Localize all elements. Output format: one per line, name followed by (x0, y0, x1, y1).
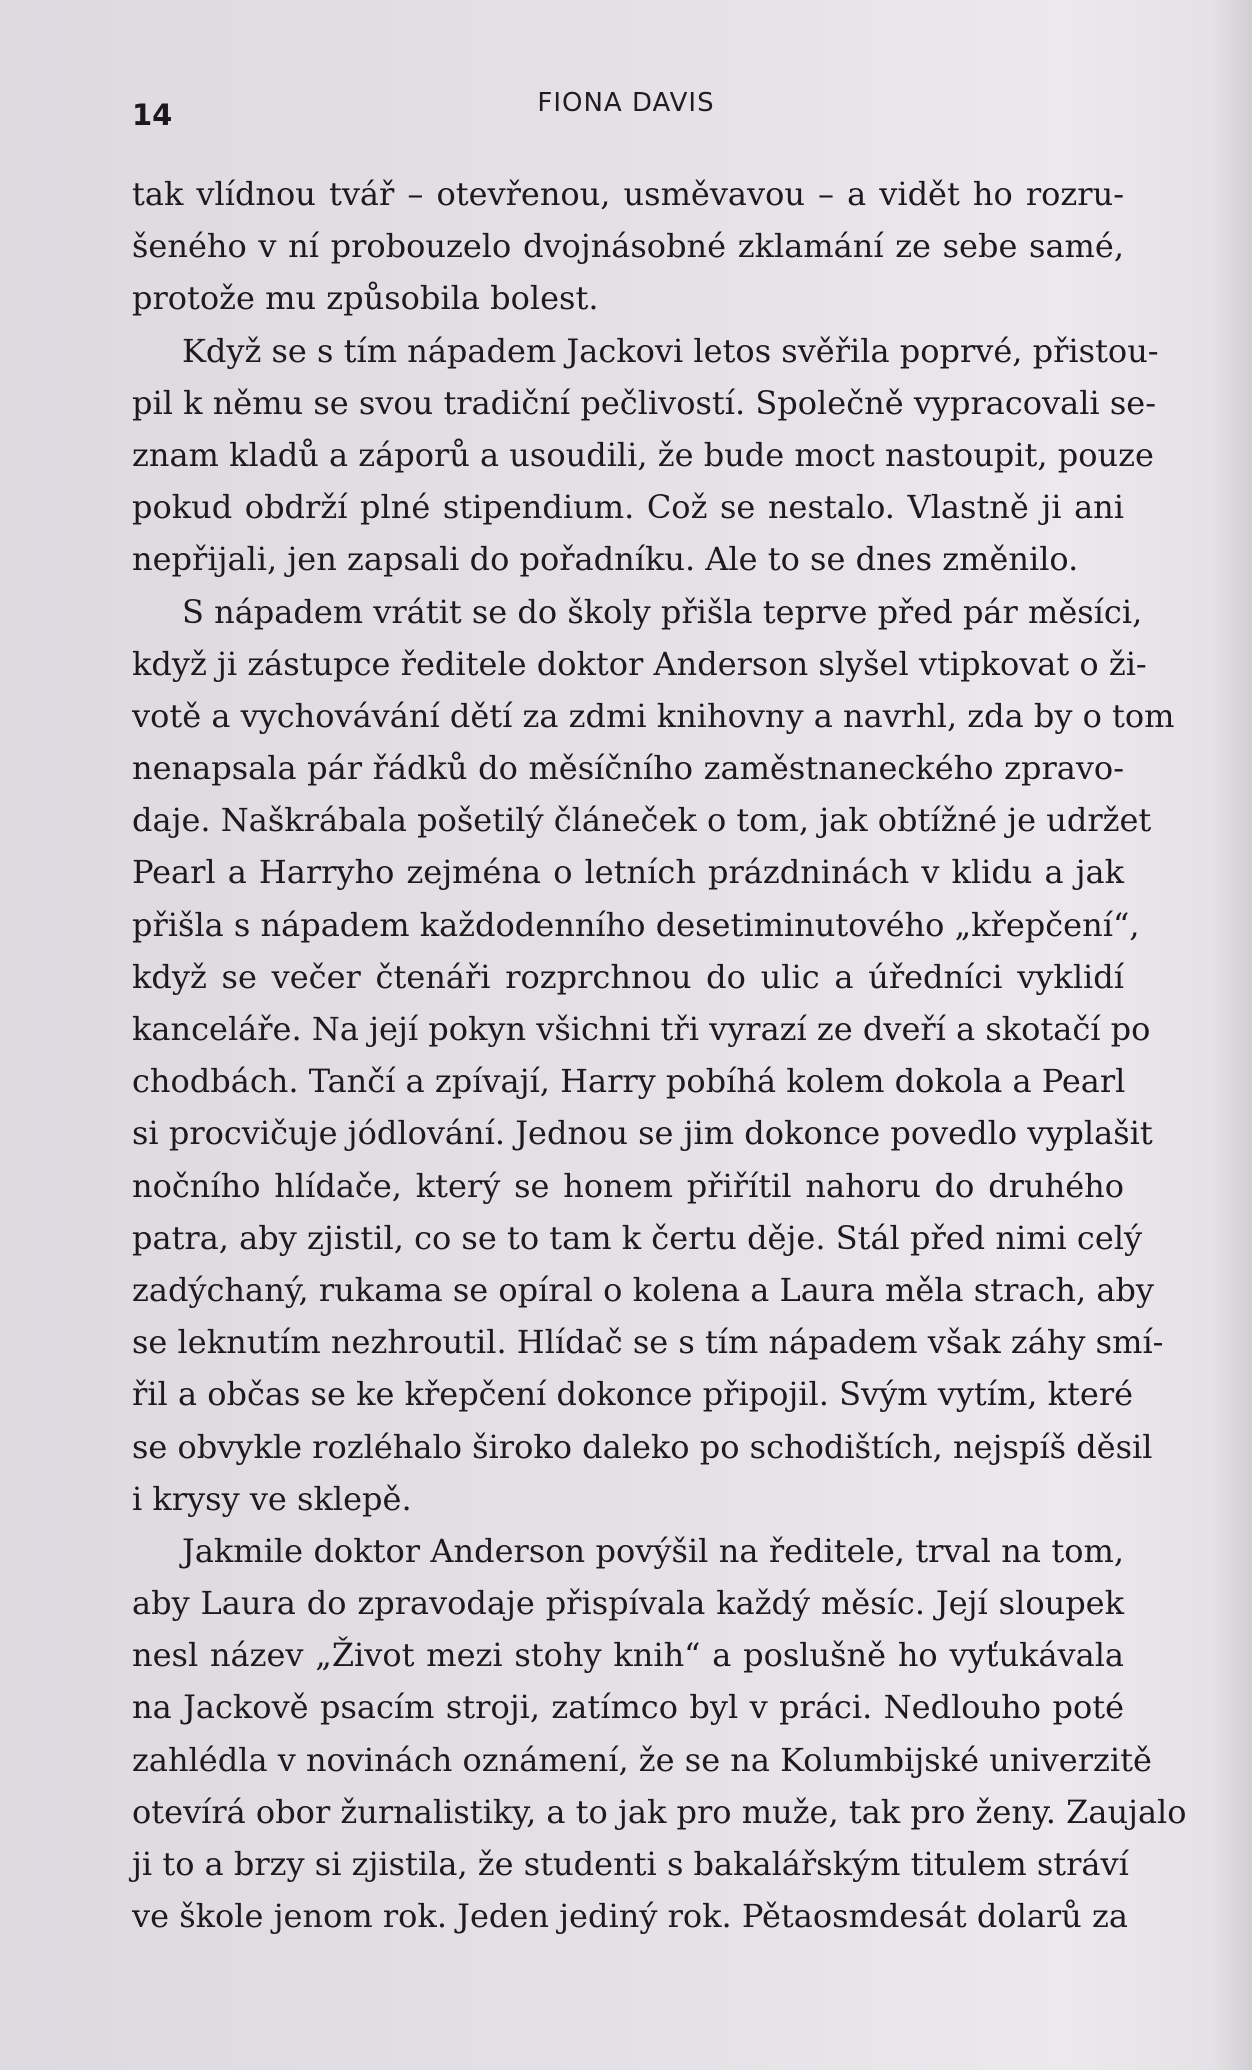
paragraph (132, 325, 1159, 586)
text-line: přišla s nápadem každodenního desetiminutového „křepčení“, (132, 905, 1140, 944)
paragraph (132, 586, 1175, 1525)
text-line: ve škole jenom rok. Jeden jediný rok. Pětaosmdesát dolarů za (132, 1897, 1128, 1936)
text-line: chodbách. Tančí a zpívají, Harry pobíhá kolem dokola a Pearl (132, 1062, 1126, 1101)
body-text (132, 168, 1187, 1942)
text-line: daje. Naškrábala pošetilý článeček o tom, jak obtížné je udržet (132, 801, 1152, 840)
text-line: nočního hlídače, který se honem přiřítil nahoru do druhého (132, 1166, 1124, 1205)
text-line: řil a občas se ke křepčení dokonce připojil. Svým vytím, které (132, 1375, 1134, 1414)
page-edge-shadow (1212, 0, 1252, 2070)
text-line: znam kladů a záporů a usoudili, že bude moct nastoupit, pouze (132, 435, 1154, 474)
text-line: i krysy ve sklepě. (132, 1479, 412, 1518)
text-line: protože mu způsobila bolest. (132, 279, 599, 318)
text-line: pokud obdrží plné stipendium. Což se nestalo. Vlastně ji ani (132, 488, 1124, 527)
text-line: nesl název „Život mezi stohy knih“ a poslušně ho vyťukávala (132, 1636, 1124, 1675)
text-line: se obvykle rozléhalo široko daleko po schodištích, nejspíš děsil (132, 1427, 1153, 1466)
text-line: na Jackově psacím stroji, zatímco byl v práci. Nedlouho poté (132, 1688, 1124, 1727)
text-line: nepřijali, jen zapsali do pořadníku. Ale to se dnes změnilo. (132, 540, 1079, 579)
text-line: když ji zástupce ředitele doktor Anderson slyšel vtipkovat o ži- (132, 644, 1147, 683)
text-line: tak vlídnou tvář – otevřenou, usměvavou – a vidět ho rozru- (132, 175, 1124, 213)
text-line: ji to a brzy si zjistila, že studenti s bakalářským titulem stráví (132, 1845, 1129, 1883)
text-line: otevírá obor žurnalistiky, a to jak pro muže, tak pro ženy. Zaujalo (132, 1792, 1187, 1831)
paragraph (132, 1525, 1187, 1943)
text-line: aby Laura do zpravodaje přispívala každý měsíc. Její sloupek (132, 1584, 1124, 1623)
text-line: patra, aby zjistil, co se to tam k čertu děje. Stál před nimi celý (132, 1218, 1143, 1257)
text-line: Pearl a Harryho zejména o letních prázdninách v klidu a jak (132, 853, 1124, 892)
running-head-author: FIONA DAVIS (537, 88, 715, 118)
text-line: nenapsala pár řádků do měsíčního zaměstnaneckého zpravo- (132, 749, 1124, 788)
text-line: votě a vychovávání dětí za zdmi knihovny a navrhl, zda by o tom (132, 696, 1175, 735)
text-line: kanceláře. Na její pokyn všichni tři vyrazí ze dveří a skotačí po (132, 1010, 1151, 1048)
text-line: Když se s tím nápadem Jackovi letos svěřila poprvé, přistou- (182, 331, 1159, 370)
text-line: Jakmile doktor Anderson povýšil na ředitele, trval na tom, (182, 1531, 1124, 1570)
text-line: když se večer čtenáři rozprchnou do ulic a úředníci vyklidí (132, 957, 1124, 996)
page-number: 14 (132, 98, 173, 132)
text-line: se leknutím nezhroutil. Hlídač se s tím nápadem však záhy smí- (132, 1323, 1164, 1362)
text-line: šeného v ní probouzelo dvojnásobné zklamání ze sebe samé, (132, 227, 1124, 266)
text-line: zahlédla v novinách oznámení, že se na Kolumbijské univerzitě (132, 1740, 1152, 1779)
text-line: S nápadem vrátit se do školy přišla teprve před pár měsíci, (182, 592, 1143, 631)
text-line: zadýchaný, rukama se opíral o kolena a Laura měla strach, aby (132, 1270, 1154, 1309)
paragraph (132, 168, 1124, 325)
text-line: si procvičuje jódlování. Jednou se jim dokonce povedlo vyplašit (132, 1114, 1153, 1153)
text-line: pil k němu se svou tradiční pečlivostí. Společně vypracovali se- (132, 383, 1156, 422)
